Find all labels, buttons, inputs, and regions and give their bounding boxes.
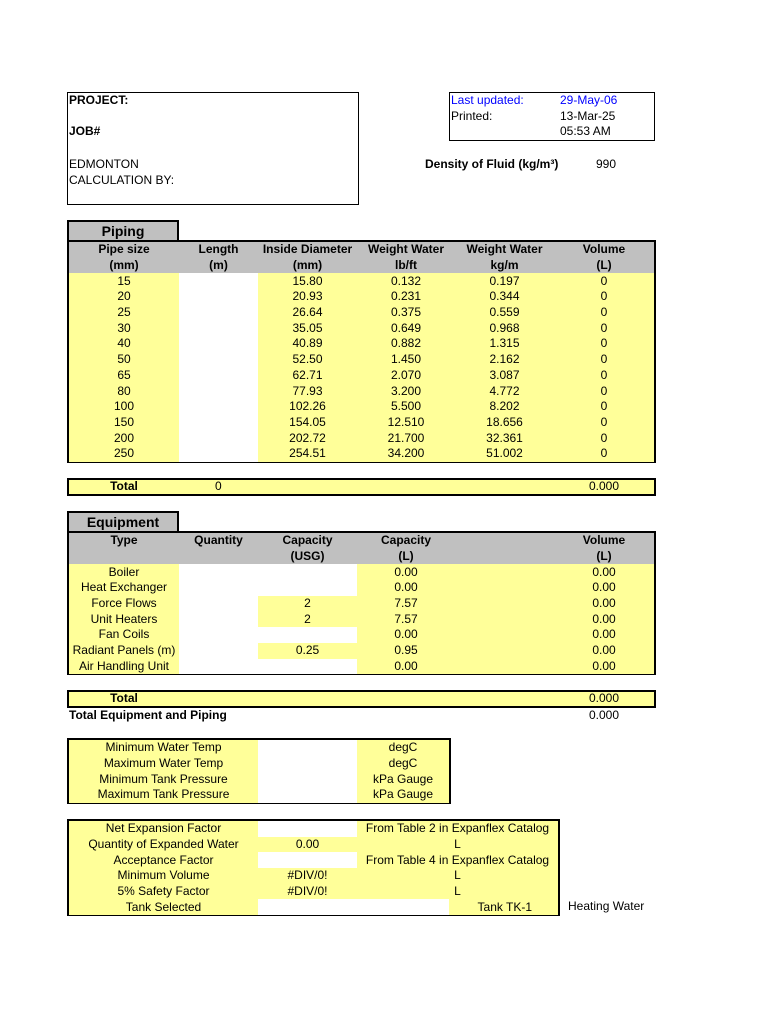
equipment-title: Equipment [67,511,179,532]
piping-cell: 4.772 [455,383,554,399]
printed-date: 13-Mar-25 [560,109,616,123]
temp-input[interactable] [258,771,357,787]
table-row [69,336,654,352]
table-row [69,399,654,415]
expansion-label: Minimum Volume [69,868,258,884]
piping-header-cell: Pipe size [69,242,179,258]
pipe-length-input[interactable] [179,336,258,352]
grand-total-value: 0.000 [588,708,620,722]
density-value: 990 [596,157,617,171]
pipe-length-input[interactable] [179,289,258,305]
expansion-label: 5% Safety Factor [69,884,258,900]
equipment-cell [455,596,554,612]
equipment-cell: 0.00 [554,659,654,675]
piping-cell: 40.89 [258,336,357,352]
equipment-capacity-input[interactable] [258,564,357,580]
equipment-table [69,533,654,674]
equipment-header-cell: Capacity [357,533,455,549]
equipment-total-volume: 0.000 [588,691,620,705]
table-row [69,756,449,772]
equipment-cell: 0.95 [357,643,455,659]
equipment-capacity-input[interactable] [258,627,357,643]
piping-header-row [69,242,654,258]
table-row [69,580,654,596]
piping-cell: 80 [69,383,179,399]
calc-by-label: CALCULATION BY: [69,173,175,187]
temp-label: Maximum Water Temp [69,756,258,772]
city-label: EDMONTON [69,157,139,171]
equipment-header-cell [69,549,179,565]
table-row [69,320,654,336]
table-row [69,787,449,803]
equipment-cell [455,580,554,596]
expansion-input[interactable] [258,852,357,868]
equipment-cell: 0.00 [357,580,455,596]
piping-cell: 30 [69,320,179,336]
expansion-unit: L [357,837,558,853]
equipment-capacity-input[interactable]: 0.25 [258,643,357,659]
table-row [69,643,654,659]
piping-cell: 0.231 [357,289,455,305]
equipment-cell: 0.00 [554,564,654,580]
equipment-cell [455,611,554,627]
piping-cell: 50 [69,352,179,368]
piping-cell: 34.200 [357,446,455,462]
pipe-length-input[interactable] [179,430,258,446]
pipe-length-input[interactable] [179,352,258,368]
piping-cell: 35.05 [258,320,357,336]
piping-cell: 26.64 [258,305,357,321]
equipment-quantity-input[interactable] [179,659,258,675]
equipment-cell [455,627,554,643]
piping-cell: 65 [69,368,179,384]
printed-time: 05:53 AM [560,124,611,138]
equipment-cell: 7.57 [357,596,455,612]
piping-cell: 20 [69,289,179,305]
equipment-cell: 0.00 [554,580,654,596]
piping-header-cell: lb/ft [357,258,455,274]
expansion-unit: L [357,868,558,884]
equipment-cell: 0.00 [554,627,654,643]
piping-cell: 0 [554,368,654,384]
equipment-header-cell: Capacity [258,533,357,549]
grand-total-label: Total Equipment and Piping [69,708,227,722]
piping-cell: 0 [554,336,654,352]
equipment-cell: Fan Coils [69,627,179,643]
temp-input[interactable] [258,787,357,803]
table-row [69,611,654,627]
pipe-length-input[interactable] [179,446,258,462]
piping-cell: 0 [554,273,654,289]
piping-cell: 0.649 [357,320,455,336]
equipment-header-cell: Quantity [179,533,258,549]
density-label: Density of Fluid (kg/m³) [425,157,559,171]
piping-header-cell: (m) [179,258,258,274]
piping-header-cell: Volume [554,242,654,258]
expansion-label: Quantity of Expanded Water [69,837,258,853]
equipment-cell: Unit Heaters [69,611,179,627]
expansion-label: Acceptance Factor [69,852,258,868]
piping-cell: 0.968 [455,320,554,336]
tank-selected-input[interactable] [357,899,449,915]
piping-total-volume: 0.000 [588,479,620,493]
table-row [69,852,558,868]
equipment-header-cell [455,533,554,549]
pipe-length-input[interactable] [179,415,258,431]
table-row [69,273,654,289]
piping-cell: 0 [554,399,654,415]
equipment-header-row [69,533,654,549]
table-row [69,868,558,884]
equipment-capacity-input[interactable]: 2 [258,611,357,627]
piping-header-row [69,258,654,274]
tank-selected-value: Tank TK-1 [449,899,558,915]
piping-cell: 0 [554,289,654,305]
piping-cell: 0.559 [455,305,554,321]
project-label: PROJECT: [69,93,129,107]
piping-cell: 52.50 [258,352,357,368]
piping-header-cell: Length [179,242,258,258]
piping-cell: 0 [554,415,654,431]
piping-cell: 2.162 [455,352,554,368]
pipe-length-input[interactable] [179,368,258,384]
piping-cell: 77.93 [258,383,357,399]
piping-cell: 1.450 [357,352,455,368]
piping-cell: 200 [69,430,179,446]
temps-table [69,740,449,803]
piping-cell: 0 [554,430,654,446]
equipment-cell: Heat Exchanger [69,580,179,596]
table-row [69,659,654,675]
piping-cell: 0.132 [357,273,455,289]
piping-cell: 154.05 [258,415,357,431]
table-row [69,837,558,853]
equipment-capacity-input[interactable] [258,659,357,675]
temp-label: Minimum Tank Pressure [69,771,258,787]
temp-unit: degC [357,756,449,772]
table-row [69,446,654,462]
table-row [69,430,654,446]
temp-label: Maximum Tank Pressure [69,787,258,803]
table-row [69,383,654,399]
equipment-capacity-input[interactable] [258,580,357,596]
piping-title: Piping [67,220,179,241]
piping-cell: 0.197 [455,273,554,289]
equipment-total-label: Total [110,691,138,705]
temp-label: Minimum Water Temp [69,740,258,756]
piping-header-cell: Weight Water [455,242,554,258]
pipe-length-input[interactable] [179,383,258,399]
equipment-header-cell: Type [69,533,179,549]
piping-cell: 40 [69,336,179,352]
equipment-cell: 0.00 [554,596,654,612]
piping-cell: 1.315 [455,336,554,352]
expansion-label: Net Expansion Factor [69,821,258,837]
piping-header-cell: (L) [554,258,654,274]
equipment-cell: Force Flows [69,596,179,612]
pipe-length-input[interactable] [179,273,258,289]
pipe-length-input[interactable] [179,305,258,321]
equipment-cell: Boiler [69,564,179,580]
piping-total-label: Total [110,479,138,493]
job-label: JOB# [69,124,101,138]
table-row [69,305,654,321]
equipment-cell [455,564,554,580]
table-row [69,564,654,580]
table-row [69,415,654,431]
piping-cell: 0 [554,383,654,399]
piping-cell: 0 [554,352,654,368]
equipment-header-cell: (L) [554,549,654,565]
expansion-unit: From Table 2 in Expanflex Catalog [357,821,558,837]
equipment-cell: 7.57 [357,611,455,627]
table-row [69,627,654,643]
table-row [69,821,558,837]
piping-cell: 25 [69,305,179,321]
piping-cell: 21.700 [357,430,455,446]
table-row [69,352,654,368]
table-row [69,899,558,915]
piping-cell: 12.510 [357,415,455,431]
piping-table [69,242,654,462]
piping-cell: 254.51 [258,446,357,462]
piping-cell: 102.26 [258,399,357,415]
equipment-cell: Radiant Panels (m) [69,643,179,659]
equipment-capacity-input[interactable]: 2 [258,596,357,612]
equipment-header-row [69,549,654,565]
piping-cell: 18.656 [455,415,554,431]
equipment-quantity-input[interactable] [179,564,258,580]
equipment-quantity-input[interactable] [179,580,258,596]
equipment-cell [455,643,554,659]
piping-cell: 20.93 [258,289,357,305]
piping-cell: 0 [554,305,654,321]
equipment-header-cell: (L) [357,549,455,565]
piping-cell: 3.200 [357,383,455,399]
expansion-value: #DIV/0! [258,868,357,884]
temp-input[interactable] [258,756,357,772]
last-updated-value: 29-May-06 [560,93,618,107]
pipe-length-input[interactable] [179,399,258,415]
equipment-cell: 0.00 [357,659,455,675]
pipe-length-input[interactable] [179,320,258,336]
piping-cell: 3.087 [455,368,554,384]
piping-header-cell: Inside Diameter [258,242,357,258]
expansion-input[interactable] [258,821,357,837]
printed-label: Printed: [451,109,493,123]
expansion-label: Tank Selected [69,899,258,915]
table-row [69,884,558,900]
piping-cell: 15.80 [258,273,357,289]
table-row [69,289,654,305]
equipment-header-cell: (USG) [258,549,357,565]
piping-cell: 51.002 [455,446,554,462]
equipment-cell: 0.00 [554,643,654,659]
piping-cell: 2.070 [357,368,455,384]
temp-unit: kPa Gauge [357,787,449,803]
table-row [69,596,654,612]
expansion-unit: L [357,884,558,900]
piping-cell: 0 [554,320,654,336]
piping-cell: 62.71 [258,368,357,384]
temp-unit: kPa Gauge [357,771,449,787]
piping-cell: 100 [69,399,179,415]
equipment-quantity-input[interactable] [179,611,258,627]
piping-cell: 15 [69,273,179,289]
equipment-cell: 0.00 [357,564,455,580]
temp-input[interactable] [258,740,357,756]
equipment-header-cell [179,549,258,565]
piping-cell: 5.500 [357,399,455,415]
temp-unit: degC [357,740,449,756]
equipment-cell: Air Handling Unit [69,659,179,675]
last-updated-label: Last updated: [451,93,524,107]
equipment-cell: 0.00 [554,611,654,627]
expansion-value: 0.00 [258,837,357,853]
table-row [69,740,449,756]
piping-header-cell: (mm) [258,258,357,274]
project-info-box [67,92,359,205]
piping-cell: 0 [554,446,654,462]
expansion-unit: From Table 4 in Expanflex Catalog [357,852,558,868]
equipment-quantity-input[interactable] [179,643,258,659]
equipment-header-cell [455,549,554,565]
equipment-cell: 0.00 [357,627,455,643]
piping-header-cell: Weight Water [357,242,455,258]
piping-header-cell: kg/m [455,258,554,274]
table-row [69,771,449,787]
piping-cell: 32.361 [455,430,554,446]
heating-water-label: Heating Water [568,899,645,913]
equipment-quantity-input[interactable] [179,627,258,643]
piping-cell: 202.72 [258,430,357,446]
piping-cell: 250 [69,446,179,462]
piping-cell: 0.344 [455,289,554,305]
table-row [69,368,654,384]
expansion-value: #DIV/0! [258,884,357,900]
piping-header-cell: (mm) [69,258,179,274]
piping-cell: 8.202 [455,399,554,415]
expansion-input[interactable] [258,899,357,915]
equipment-quantity-input[interactable] [179,596,258,612]
piping-cell: 0.375 [357,305,455,321]
piping-total-length: 0 [215,479,222,493]
equipment-header-cell: Volume [554,533,654,549]
expansion-table [69,821,558,915]
piping-cell: 150 [69,415,179,431]
piping-cell: 0.882 [357,336,455,352]
equipment-cell [455,659,554,675]
